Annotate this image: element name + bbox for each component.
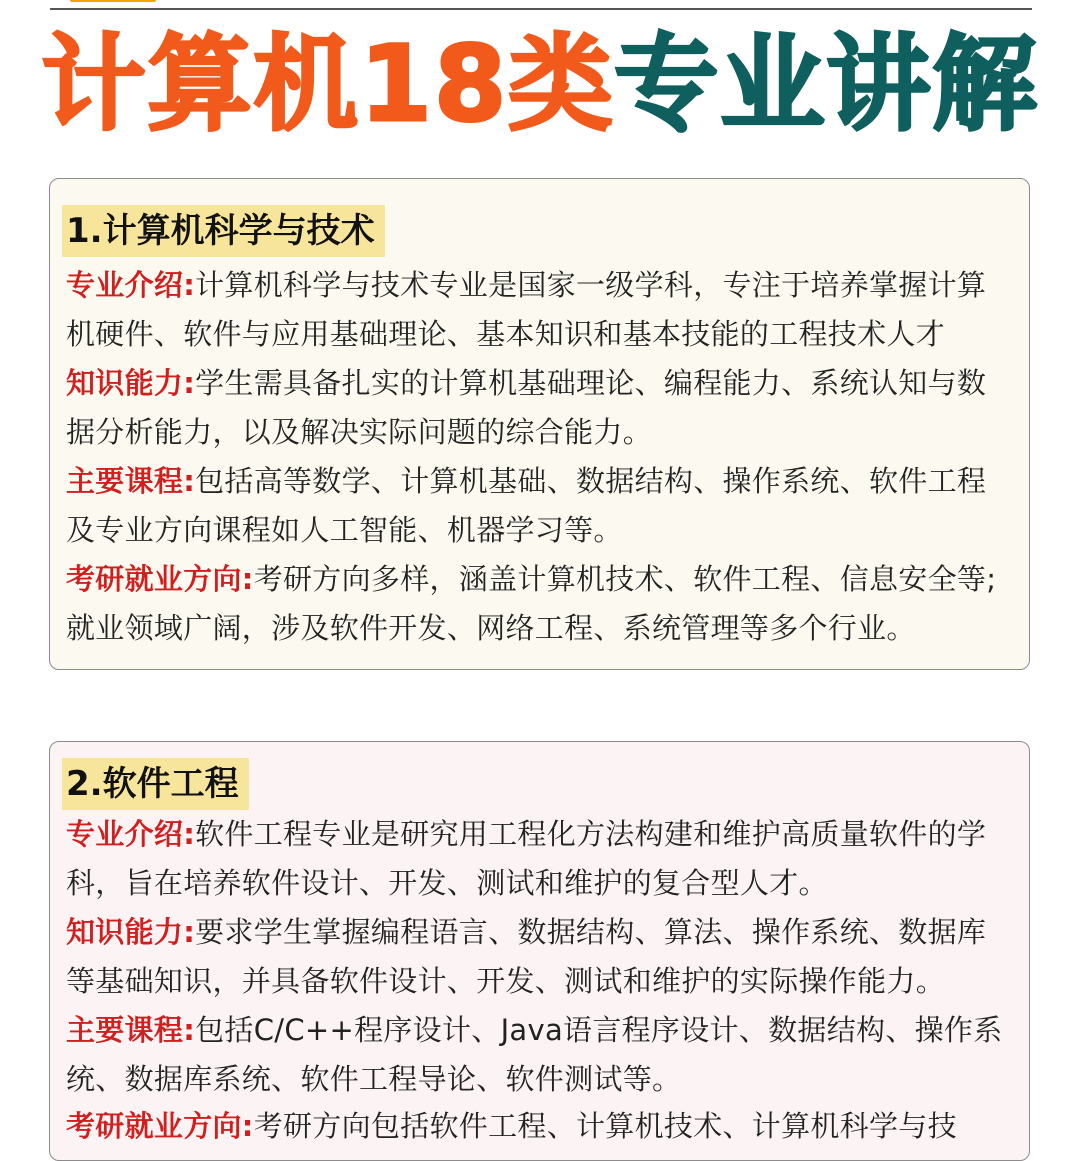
section-text: 考研方向多样，涵盖计算机技术、软件工程、信息安全等;就业领域广阔，涉及软件开发、网络工程、系统管理等多个行业。	[66, 562, 997, 645]
title-part-orange: 计算机18类	[41, 23, 615, 145]
top-logo-strip	[70, 0, 156, 2]
section-courses	[66, 1006, 1012, 1104]
card-title: 2.软件工程	[62, 758, 249, 810]
section-text: 包括高等数学、计算机基础、数据结构、操作系统、软件工程及专业方向课程如人工智能、机器学习等。	[66, 464, 987, 547]
title-part-teal: 专业讲解	[614, 23, 1039, 145]
section-label: 知识能力:	[66, 366, 196, 400]
section-label: 主要课程:	[66, 464, 196, 498]
section-label: 专业介绍:	[66, 817, 196, 851]
major-card-computer-science	[49, 178, 1030, 670]
major-card-software-engineering	[49, 741, 1030, 1161]
section-label: 考研就业方向:	[66, 1109, 254, 1143]
section-intro	[66, 810, 1012, 908]
section-label: 专业介绍:	[66, 268, 196, 302]
section-label: 考研就业方向:	[66, 562, 254, 596]
card-title: 1.计算机科学与技术	[62, 205, 385, 257]
section-label: 知识能力:	[66, 915, 196, 949]
section-text: 软件工程专业是研究用工程化方法构建和维护高质量软件的学科，旨在培养软件设计、开发、测试和维护的复合型人才。	[66, 817, 987, 900]
section-label: 主要课程:	[66, 1013, 196, 1047]
section-text: 考研方向包括软件工程、计算机技术、计算机科学与技	[253, 1109, 957, 1143]
page-title	[0, 22, 1080, 146]
section-intro	[66, 261, 1012, 359]
section-text: 要求学生掌握编程语言、数据结构、算法、操作系统、数据库等基础知识，并具备软件设计、开发、测试和维护的实际操作能力。	[66, 915, 987, 998]
section-courses	[66, 457, 1012, 555]
section-ability	[66, 359, 1012, 457]
section-text: 计算机科学与技术专业是国家一级学科，专注于培养掌握计算机硬件、软件与应用基础理论、基本知识和基本技能的工程技术人才	[66, 268, 987, 351]
top-divider	[50, 8, 1032, 10]
section-text: 学生需具备扎实的计算机基础理论、编程能力、系统认知与数据分析能力，以及解决实际问题的综合能力。	[66, 366, 987, 449]
section-ability	[66, 908, 1012, 1006]
section-career	[66, 555, 1012, 653]
section-text: 包括C/C++程序设计、Java语言程序设计、数据结构、操作系统、数据库系统、软件工程导论、软件测试等。	[66, 1013, 1003, 1096]
